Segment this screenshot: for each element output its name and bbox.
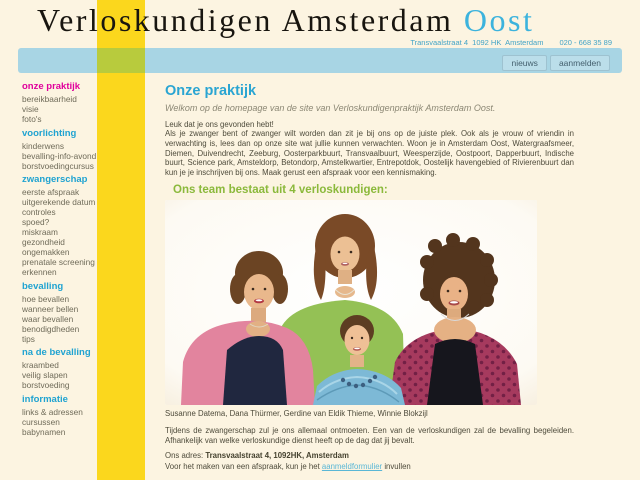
sidebar-menu <box>22 82 157 437</box>
header-address: Transvaalstraat 4 1092 HK Amsterdam <box>410 38 544 47</box>
sidebar-item-uitgerekende-datum[interactable]: uitgerekende datum <box>22 197 96 207</box>
sidebar-item-kraambed[interactable]: kraambed <box>22 360 59 370</box>
team-heading: Ons team bestaat uit 4 verloskundigen: <box>173 183 388 196</box>
sidebar-item-waar-bevallen[interactable]: waar bevallen <box>22 313 74 324</box>
sidebar-item-controles[interactable]: controles <box>22 207 56 217</box>
stripe-navbar-overlap <box>97 48 145 73</box>
team-photo <box>165 200 537 405</box>
sidebar-item-bereikbaarheid[interactable]: bereikbaarheid <box>22 94 77 104</box>
nav-nieuws-button[interactable]: nieuws <box>502 55 546 71</box>
sidebar-item-eerste-afspraak[interactable]: eerste afspraak <box>22 187 80 197</box>
signup-text-pre: Voor het maken van een afspraak, kun je het <box>165 462 322 472</box>
sidebar-item-veilig-slapen[interactable]: veilig slapen <box>22 370 68 380</box>
site-title-accent: Oost <box>463 2 535 38</box>
sidebar-item-benodigdheden[interactable]: benodigdheden <box>22 323 80 334</box>
signup-line <box>165 462 574 472</box>
team-photo-illustration <box>165 200 537 405</box>
sidebar-section-zwangerschap[interactable]: zwangerschap <box>22 174 88 185</box>
sidebar-item-visie[interactable]: visie <box>22 104 39 114</box>
intro-welcome-text: Welkom op de homepage van de site van Verloskundigenpraktijk Amsterdam Oost. <box>165 103 496 113</box>
aanmeldformulier-link[interactable]: aanmeldformulier <box>321 462 383 472</box>
sidebar-section-bevalling[interactable]: bevalling <box>22 280 64 292</box>
sidebar-item-prenatale-screening[interactable]: prenatale screening <box>22 257 95 267</box>
sidebar-item-bevalling-info-avond[interactable]: bevalling-info-avond <box>22 150 97 161</box>
sidebar-item-babynamen[interactable]: babynamen <box>22 426 66 437</box>
photo-caption: Susanne Datema, Dana Thürmer, Gerdine van Eldik Thieme, Winnie Blokzijl <box>165 409 428 419</box>
sidebar-section-onze-praktijk[interactable]: onze praktijk <box>22 81 81 92</box>
sidebar-item-spoed[interactable]: spoed? <box>22 217 50 227</box>
sidebar-item-ongemakken[interactable]: ongemakken <box>22 247 70 257</box>
team-paragraph: Tijdens de zwangerschap zul je ons allemaal ontmoeten. Een van de verloskundigen zal de bevalling begeleiden. Afhankelijk van welke verloskundige dienst heeft op de dag dat jij bevalt. <box>165 425 574 445</box>
sidebar-item-links-adressen[interactable]: links & adressen <box>22 406 83 417</box>
intro-paragraph <box>165 120 574 178</box>
sidebar-item-borstvoedingcursus[interactable]: borstvoedingcursus <box>22 160 94 171</box>
sidebar-item-wanneer-bellen[interactable]: wanneer bellen <box>22 303 79 314</box>
sidebar-item-hoe-bevallen[interactable]: hoe bevallen <box>22 293 70 304</box>
sidebar-section-informatie[interactable]: informatie <box>22 393 68 405</box>
signup-text-post: invullen <box>382 462 411 472</box>
sidebar-item-erkennen[interactable]: erkennen <box>22 267 57 277</box>
sidebar-section-voorlichting[interactable]: voorlichting <box>22 127 77 139</box>
sidebar-item-miskraam[interactable]: miskraam <box>22 227 58 237</box>
address-label: Ons adres: <box>165 451 206 461</box>
sidebar-item-borstvoeding[interactable]: borstvoeding <box>22 380 70 390</box>
para1-line1: Leuk dat je ons gevonden hebt! <box>165 119 274 129</box>
nav-aanmelden-button[interactable]: aanmelden <box>550 55 610 71</box>
site-title <box>37 2 534 39</box>
sidebar-item-tips[interactable]: tips <box>22 333 35 344</box>
header-phone: 020 - 668 35 89 <box>559 38 612 47</box>
sidebar-item-cursussen[interactable]: cursussen <box>22 416 60 427</box>
practice-address: Transvaalstraat 4, 1092HK, Amsterdam <box>205 451 349 461</box>
para1-rest: Als je zwanger bent of zwanger wilt worden dan zit je bij ons op de juiste plek. Ook als je vrouw of vriendin in verwachting is, lees dan op onze site wat jullie kunnen verwachten. Woon je in Amsterdam Oost, Watergraafsmeer, Diemen, Duivendrecht, Zeeburg, Oosterparkbuurt, Transvaalbuurt, Weesperzijde, Oostpoort, Dapperbuurt, Indische buurt, Science park, Amsteldorp, Betondorp, Amstelkwartier, Entrepotdok, Oostelijk havengebied of Rivierenbuurt dan kun je je inschrijven bij ons. Maak gerust een afspraak voor een kennismaking. <box>165 129 574 178</box>
main-content <box>165 84 574 472</box>
address-line <box>165 451 574 461</box>
header-contact <box>410 38 612 47</box>
sidebar-item-fotos[interactable]: foto's <box>22 114 42 124</box>
sidebar-item-kinderwens[interactable]: kinderwens <box>22 140 64 151</box>
sidebar-item-gezondheid[interactable]: gezondheid <box>22 237 65 247</box>
sidebar-section-na-de-bevalling[interactable]: na de bevalling <box>22 347 91 358</box>
page-title: Onze praktijk <box>165 83 257 99</box>
site-title-main: Verloskundigen Amsterdam <box>37 2 454 38</box>
